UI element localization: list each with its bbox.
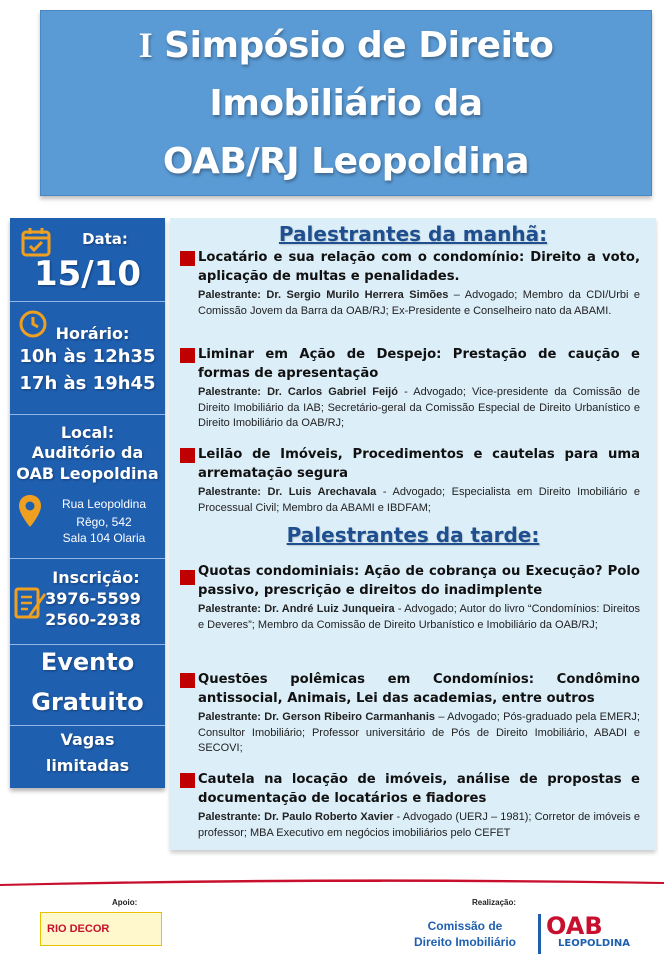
talk-item xyxy=(180,445,640,516)
sidebar-divider xyxy=(10,414,165,415)
address-line-1: Rua Leopoldina xyxy=(61,497,147,511)
organizer-label: Realização: xyxy=(472,898,517,907)
free-event-line-2: Gratuito xyxy=(31,688,144,716)
limited-seats-line-1: Vagas xyxy=(60,730,115,749)
date-label: Data: xyxy=(82,230,128,248)
morning-heading: Palestrantes da manhã: xyxy=(278,222,548,246)
talk-title: Locatário e sua relação com o condomínio: Direito a voto, aplicação de multas e penalidades. xyxy=(198,250,640,284)
afternoon-heading: Palestrantes da tarde: xyxy=(286,523,540,547)
address-line-3: Sala 104 Olaria xyxy=(62,531,146,545)
free-event-line-1: Evento xyxy=(40,648,135,676)
red-bullet xyxy=(180,673,195,688)
speaker-bio: - Advogado; Especialista em Direito Imobiliário e Processual Civil; Membro da ABAMI e IBDFAM; xyxy=(198,486,640,514)
title-line-1 xyxy=(139,16,554,75)
phone-1: 3976-5599 xyxy=(45,589,141,608)
red-bullet xyxy=(180,348,195,363)
speakers-panel xyxy=(170,218,656,850)
talk-speaker xyxy=(198,385,640,432)
red-bullet xyxy=(180,448,195,463)
footer-divider xyxy=(0,878,664,886)
address-line-2: Rêgo, 542 xyxy=(76,515,132,529)
logo-bar xyxy=(538,914,541,954)
title-line-2: Imobiliário da xyxy=(209,82,483,124)
speaker-bio: - Advogado (UERJ – 1981); Corretor de imóveis e professor; MBA Executivo em negócios imobiliários pelo CEFET xyxy=(198,811,641,839)
talk-title: Questões polêmicas em Condomínios: Condômino antissocial, Animais, Lei das academias, entre outros xyxy=(198,672,640,706)
limited-seats-line-2: limitadas xyxy=(45,756,130,775)
talk-speaker xyxy=(198,710,640,757)
support-label: Apoio: xyxy=(112,898,138,907)
talk-speaker xyxy=(198,602,640,633)
talk-item xyxy=(180,562,640,633)
commission-line-1: Comissão de xyxy=(427,919,503,933)
talk-speaker xyxy=(198,485,640,516)
talk-title: Leilão de Imóveis, Procedimentos e cautelas para uma arrematação segura xyxy=(198,447,640,481)
speaker-bio: – Advogado; Pós-graduado pela EMERJ; Consultor Imobiliário; Professor universitário de Pós de Direito Imobiliário, ABADI e SECOVI; xyxy=(198,711,640,754)
registration-label: Inscrição: xyxy=(52,568,140,587)
speaker-bio: - Advogado; Autor do livro “Condomínios: Direitos e Deveres”; Membro da Comissão de Direito Urbanístico e Imobiliário da OAB/RJ; xyxy=(198,603,640,631)
title-banner xyxy=(40,10,652,196)
title-text-1: Simpósio de Direito xyxy=(164,24,554,66)
speaker-name: Palestrante: Dr. André Luiz Junqueira xyxy=(198,603,395,615)
red-bullet xyxy=(180,773,195,788)
oab-logo xyxy=(538,912,658,954)
talk-item xyxy=(180,770,640,841)
title-line-3: OAB/RJ Leopoldina xyxy=(162,140,530,182)
time-afternoon: 17h às 19h45 xyxy=(19,373,156,394)
talk-title: Cautela na locação de imóveis, análise de propostas e documentação de locatários e fiadores xyxy=(198,772,640,806)
talk-title: Liminar em Ação de Despejo: Prestação de caução e formas de apresentação xyxy=(198,347,640,381)
info-sidebar xyxy=(10,218,165,788)
date-value: 15/10 xyxy=(33,254,142,294)
sidebar-divider xyxy=(10,644,165,645)
talk-item xyxy=(180,670,640,757)
talk-item xyxy=(180,345,640,432)
speaker-name: Palestrante: Dr. Carlos Gabriel Feijó xyxy=(198,386,398,398)
sidebar-divider xyxy=(10,558,165,559)
red-bullet xyxy=(180,570,195,585)
place-line-1: Auditório da xyxy=(31,443,144,462)
sponsor-name: RIO DECOR xyxy=(47,923,110,935)
time-label: Horário: xyxy=(55,324,130,343)
commission-name xyxy=(400,918,530,950)
talk-speaker xyxy=(198,288,640,319)
location-pin-icon xyxy=(18,494,42,528)
commission-line-2: Direito Imobiliário xyxy=(413,935,516,949)
red-bullet xyxy=(180,251,195,266)
title-numeral: I xyxy=(138,24,153,65)
sidebar-divider xyxy=(10,725,165,726)
speaker-bio: – Advogado; Membro da CDI/Urbi e Comissão Jovem da Barra da OAB/RJ; Ex-Presidente e Conselheiro nato da ABAMI. xyxy=(198,289,640,317)
talk-title: Quotas condominiais: Ação de cobrança ou Execução? Polo passivo, prescrição e direitos do inadimplente xyxy=(198,564,640,598)
talk-speaker xyxy=(198,810,640,841)
place-label: Local: xyxy=(60,423,115,442)
time-morning: 10h às 12h35 xyxy=(19,346,156,367)
sidebar-divider xyxy=(10,301,165,302)
speaker-name: Palestrante: Dr. Sergio Murilo Herrera Simões xyxy=(198,289,449,301)
oab-wordmark: OAB xyxy=(546,912,603,940)
talk-item xyxy=(180,248,640,319)
speaker-name: Palestrante: Dr. Gerson Ribeiro Carmanhanis xyxy=(198,711,436,723)
speaker-bio: - Advogado; Vice-presidente da Comissão de Direito Imobiliário da IAB; Secretário-geral da Comissão Especial de Direito Urbanístico e Direito Imobiliário da OAB/RJ; xyxy=(198,386,640,429)
speaker-name: Palestrante: Dr. Luis Arechavala xyxy=(198,486,377,498)
oab-subtitle: LEOPOLDINA xyxy=(558,938,631,949)
phone-2: 2560-2938 xyxy=(45,610,141,629)
speaker-name: Palestrante: Dr. Paulo Roberto Xavier xyxy=(198,811,394,823)
sponsor-logo xyxy=(40,912,162,946)
place-line-2: OAB Leopoldina xyxy=(16,464,159,483)
